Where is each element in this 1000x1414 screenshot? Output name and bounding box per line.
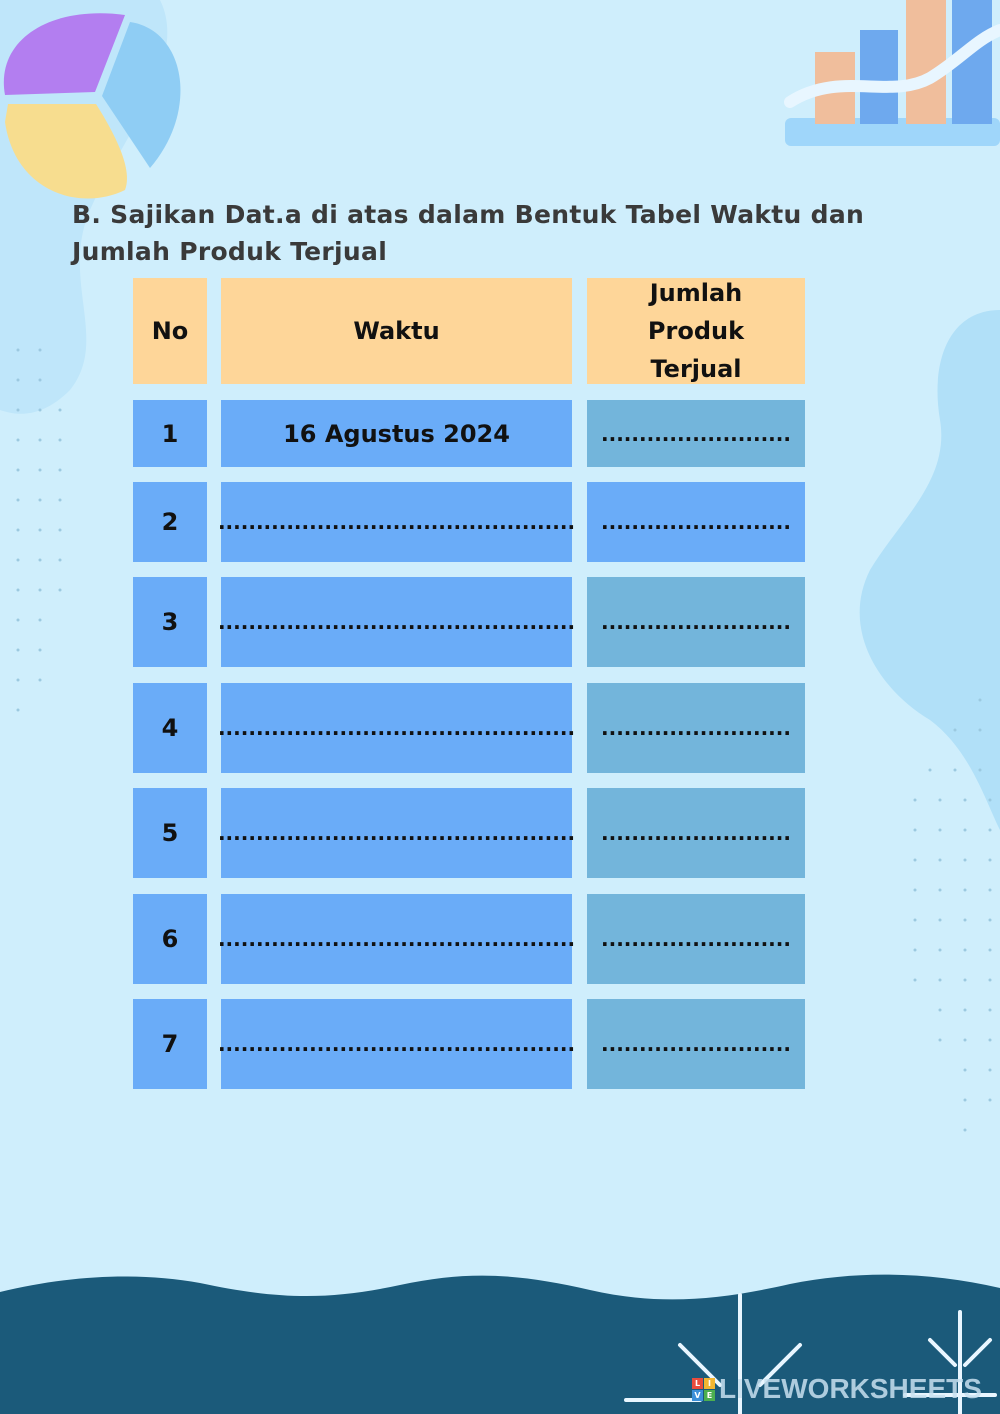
pie-chart-icon	[4, 13, 181, 198]
header-no: No	[133, 278, 207, 384]
header-waktu: Waktu	[221, 278, 572, 384]
waktu-answer-field[interactable]: ...............................................	[221, 999, 572, 1089]
logo-letter: I	[704, 1378, 715, 1389]
jumlah-answer-field[interactable]: .........................	[587, 400, 805, 467]
logo-letter: L	[692, 1378, 703, 1389]
waktu-answer-field[interactable]: ...............................................	[221, 788, 572, 878]
waktu-answer-field[interactable]: ...............................................	[221, 894, 572, 984]
waktu-answer-field[interactable]: ...............................................	[221, 577, 572, 667]
liveworksheets-logo-icon	[692, 1378, 715, 1401]
jumlah-answer-field[interactable]: .........................	[587, 683, 805, 773]
logo-letter: E	[704, 1390, 715, 1401]
right-blob	[860, 310, 1000, 830]
jumlah-answer-field[interactable]: .........................	[587, 894, 805, 984]
bar-chart-icon	[785, 0, 1000, 146]
logo-letter: V	[692, 1390, 703, 1401]
row-number: 2	[133, 482, 207, 562]
header-jumlah: Jumlah Produk Terjual	[587, 278, 805, 384]
row-number: 5	[133, 788, 207, 878]
instruction-text: B. Sajikan Dat.a di atas dalam Bentuk Tabel Waktu dan Jumlah Produk Terjual	[72, 200, 865, 266]
jumlah-answer-field[interactable]: .........................	[587, 999, 805, 1089]
jumlah-answer-field[interactable]: .........................	[587, 577, 805, 667]
row-number: 7	[133, 999, 207, 1089]
jumlah-answer-field[interactable]: .........................	[587, 788, 805, 878]
row-number: 1	[133, 400, 207, 467]
waktu-value: 16 Agustus 2024	[221, 400, 572, 467]
jumlah-answer-field[interactable]: .........................	[587, 482, 805, 562]
watermark-text: LIVEWORKSHEETS	[719, 1373, 982, 1404]
liveworksheets-watermark	[692, 1372, 982, 1406]
waktu-answer-field[interactable]: ...............................................	[221, 683, 572, 773]
row-number: 4	[133, 683, 207, 773]
row-number: 6	[133, 894, 207, 984]
waktu-answer-field[interactable]: ...............................................	[221, 482, 572, 562]
row-number: 3	[133, 577, 207, 667]
